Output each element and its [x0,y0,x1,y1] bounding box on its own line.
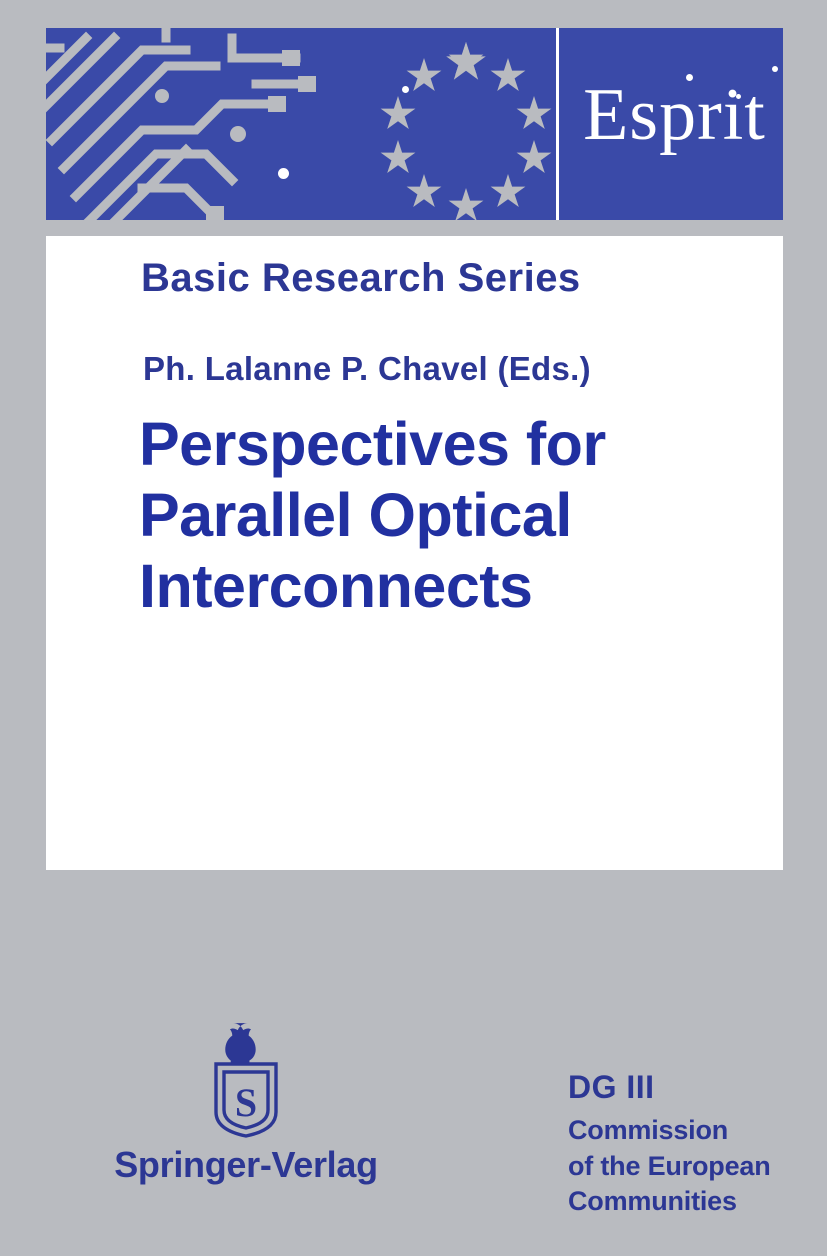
esprit-banner [46,28,783,220]
banner-divider [556,28,559,220]
esprit-wordmark: Esprit [583,73,766,156]
publisher-name: Springer-Verlag [114,1144,378,1185]
commission-line-1: Commission [568,1115,729,1146]
commission-line-2: of the European [568,1150,771,1181]
dg-label: DG III [568,1069,655,1105]
springer-knight-logo-icon [200,1020,292,1138]
publisher-block [96,1020,396,1186]
decor-dot [402,86,409,93]
commission-block [568,1066,808,1220]
book-title: Perspectives for Parallel Optical Interconnects [139,410,606,620]
commission-line-3: Communities [568,1186,737,1217]
title-panel [46,236,783,870]
editors-line: Ph. Lalanne P. Chavel (Eds.) [143,350,591,387]
eu-stars-icon [346,28,586,220]
circuit-pattern-icon [46,28,346,220]
decor-dot [278,168,289,179]
svg-text:S: S [234,1080,258,1125]
series-name: Basic Research Series [141,256,581,300]
